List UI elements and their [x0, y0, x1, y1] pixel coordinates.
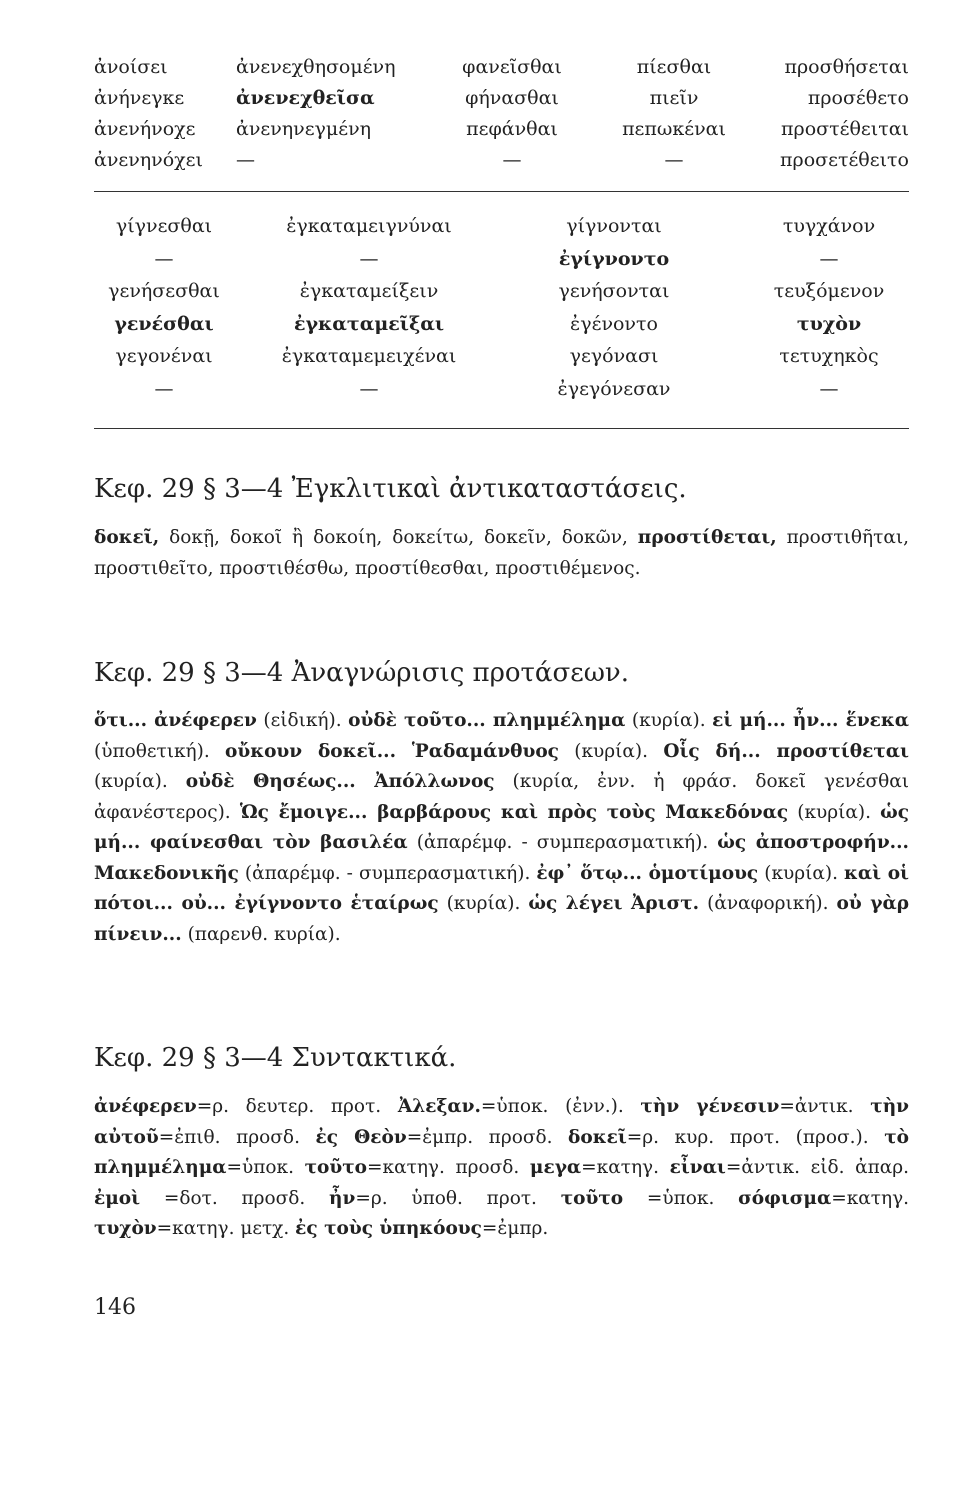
- bold-term: δοκεῖ: [568, 1126, 627, 1148]
- bold-term: οὔκουν δοκεῖ... Ῥαδαμάνθυος: [225, 740, 559, 762]
- bold-term: ἐς Θεὸν: [315, 1126, 407, 1148]
- principal-parts-table-2: [94, 210, 909, 405]
- bold-term: ἀνέφερεν: [94, 1096, 197, 1117]
- text-run: (εἰδική).: [256, 710, 349, 731]
- bold-term: ὡς μή... φαίνεσθαι τὸν βασιλέα: [94, 801, 909, 853]
- text-run: =ὑποκ. (ἐνν.).: [480, 1096, 641, 1117]
- paragraph-enclitic: [94, 523, 909, 584]
- text-run: =ρ. ὑποθ. προτ.: [355, 1187, 561, 1209]
- table-row: [94, 308, 909, 341]
- table-cell: ἀνήνεγκε: [94, 87, 185, 109]
- table-cell: ἀνενεχθεῖσα: [236, 87, 375, 109]
- table-cell: —: [154, 247, 174, 270]
- text-run: =κατηγ.: [581, 1157, 670, 1178]
- text-run: =κατηγ.: [831, 1187, 910, 1209]
- text-run: =κατηγ. προσδ.: [367, 1157, 530, 1178]
- table-cell: ἐγίγνοντο: [558, 247, 670, 270]
- bold-term: μεγα: [529, 1157, 582, 1178]
- table-cell: ἐγεγόνεσαν: [557, 377, 671, 400]
- bold-term: δοκεῖ,: [94, 527, 160, 548]
- table-cell: —: [154, 377, 174, 400]
- bold-term: τοῦτο: [304, 1157, 368, 1178]
- table-cell: γενέσθαι: [114, 312, 214, 335]
- text-run: =ρ. δευτερ. προτ.: [196, 1096, 398, 1117]
- text-run: (ἀπαρέμφ. - συμπερασματική).: [238, 862, 537, 884]
- table-cell: —: [236, 149, 255, 171]
- table-cell: φανεῖσθαι: [462, 56, 562, 78]
- section-heading-clauses: Κεφ. 29 § 3—4 Ἀναγνώρισις προτάσεων.: [94, 658, 629, 688]
- table-row: [94, 243, 909, 276]
- table-row: [94, 83, 909, 114]
- section-heading-syntax: Κεφ. 29 § 3—4 Συντακτικά.: [94, 1043, 457, 1073]
- text-run: (κυρία).: [438, 893, 529, 914]
- text-run: =ἐμπρ. προσδ.: [406, 1126, 569, 1148]
- table-cell: —: [819, 377, 839, 400]
- table-cell: γίγνεσθαι: [115, 215, 213, 237]
- bold-term: ὡς λέγει Ἀριστ.: [528, 893, 700, 914]
- table-cell: πιεῖν: [649, 87, 699, 109]
- bold-term: ἐφ᾽ ὅτῳ... ὁμοτίμους: [536, 862, 759, 884]
- paragraph-clauses: [94, 706, 909, 950]
- bold-term: οὐ γὰρ πίνειν...: [94, 893, 909, 945]
- table-cell: ἐγκαταμειγνύναι: [286, 215, 452, 237]
- section-heading-enclitic: Κεφ. 29 § 3—4 Ἐγκλιτικαὶ ἀντικαταστάσεις.: [94, 474, 687, 504]
- table-cell: —: [359, 377, 379, 400]
- table-rule: [94, 428, 909, 429]
- paragraph-syntax: [94, 1092, 909, 1245]
- table-cell: ἐγκαταμείξειν: [299, 280, 439, 302]
- text-run: (κυρία).: [758, 862, 845, 884]
- text-run: (ἀπαρέμφ. - συμπερασματική).: [407, 832, 718, 853]
- text-run: (παρενθ. κυρία).: [181, 923, 341, 945]
- bold-term: τοῦτο: [560, 1187, 624, 1209]
- bold-term: προστίθεται,: [637, 527, 777, 548]
- table-cell: ἀνενηνόχει: [94, 149, 203, 171]
- table-cell: τετυχηκὸς: [779, 345, 879, 367]
- text-run: =ἐμπρ.: [481, 1218, 549, 1239]
- bold-term: ἐς τοὺς ὑπηκόους: [295, 1218, 482, 1239]
- table-cell: τυγχάνον: [782, 215, 876, 237]
- table-cell: γενήσεσθαι: [108, 280, 220, 302]
- table-cell: ἀνενήνοχε: [94, 118, 196, 140]
- bold-term: εἶναι: [669, 1157, 726, 1178]
- principal-parts-table-1: [94, 52, 909, 176]
- table-row: [94, 340, 909, 373]
- table-row: [94, 145, 909, 176]
- text-run: =κατηγ. μετχ.: [156, 1218, 296, 1239]
- bold-term: Ἀλεξαν.: [397, 1096, 481, 1117]
- bold-term: ὡς ἀποστροφήν... Μακεδονικῆς: [94, 832, 909, 884]
- text-run: (κυρία).: [788, 801, 881, 823]
- table-cell: γίγνονται: [566, 215, 662, 237]
- table-cell: —: [359, 247, 379, 270]
- table-rule: [94, 191, 909, 192]
- bold-term: τὴν γένεσιν: [640, 1096, 780, 1117]
- table-cell: ἐγένοντο: [570, 312, 658, 335]
- table-cell: πεπωκέναι: [622, 118, 726, 140]
- text-run: (κυρία).: [625, 710, 713, 731]
- table-cell: τευξόμενον: [773, 280, 885, 302]
- table-cell: ἀνοίσει: [94, 56, 168, 78]
- table-cell: τυχὸν: [796, 312, 862, 335]
- bold-term: Ὡς ἔμοιγε... βαρβάρους καὶ πρὸς τοὺς Μακεδόνας: [239, 801, 789, 823]
- table-cell: γεγονέναι: [115, 345, 213, 367]
- table-cell: ἐγκαταμεμειχέναι: [281, 345, 457, 367]
- bold-term: τὴν αὐτοῦ: [94, 1096, 909, 1148]
- text-run: (ἀναφορική).: [699, 893, 837, 914]
- table-cell: γενήσονται: [558, 280, 670, 302]
- text-run: =ἀντικ. εἰδ. ἀπαρ.: [725, 1157, 909, 1178]
- text-run: =ὑποκ.: [226, 1157, 305, 1178]
- bold-term: καὶ οἱ πότοι... οὐ... ἐγίγνοντο ἑταίρως: [94, 862, 909, 914]
- table-cell: —: [664, 149, 684, 171]
- table-cell: προστέθειται: [781, 118, 909, 140]
- bold-term: οὐδὲ τοῦτο... πλημμέλημα: [348, 710, 626, 731]
- text-run: προστιθῆται, προστιθεῖτο, προστιθέσθω, προστίθεσθαι, προστιθέμενος.: [94, 527, 909, 579]
- text-run: =δοτ. προσδ.: [140, 1187, 330, 1209]
- table-cell: ἀνενηνεγμένη: [236, 118, 372, 140]
- bold-term: ὅτι... ἀνέφερεν: [94, 710, 257, 731]
- table-row: [94, 114, 909, 145]
- bold-term: εἰ μή... ἦν... ἕνεκα: [712, 710, 910, 731]
- bold-term: τὸ πλημμέλημα: [94, 1126, 909, 1178]
- table-cell: —: [819, 247, 839, 270]
- text-run: (κυρία).: [94, 771, 186, 792]
- bold-term: ἦν: [329, 1187, 356, 1209]
- table-row: [94, 210, 909, 243]
- table-row: [94, 275, 909, 308]
- table-cell: γεγόνασι: [569, 345, 659, 367]
- bold-term: οὐδὲ Θησέως... Ἀπόλλωνος: [185, 771, 495, 792]
- bold-term: Οἷς δή... προστίθεται: [663, 740, 909, 762]
- bold-term: τυχὸν: [94, 1218, 157, 1239]
- bold-term: ἐμοὶ: [94, 1187, 141, 1209]
- bold-term: σόφισμα: [738, 1187, 832, 1209]
- text-run: =ἐπιθ. προσδ.: [158, 1126, 316, 1148]
- text-run: (κυρία, ἐνν. ἡ φράσ. δοκεῖ γενέσθαι ἀφανέστερος).: [94, 771, 909, 823]
- text-run: (ὑποθετική).: [94, 740, 226, 762]
- table-cell: ἐγκαταμεῖξαι: [293, 312, 445, 335]
- text-run: (κυρία).: [558, 740, 664, 762]
- table-cell: προσθήσεται: [784, 56, 909, 78]
- table-cell: προσέθετο: [807, 87, 909, 109]
- table-cell: φήνασθαι: [465, 87, 559, 109]
- text-run: =ρ. κυρ. προτ. (προσ.).: [626, 1126, 885, 1148]
- table-cell: πεφάνθαι: [466, 118, 558, 140]
- table-cell: ἀνενεχθησομένη: [236, 56, 396, 78]
- table-cell: πίεσθαι: [636, 56, 712, 78]
- text-run: =ἀντικ.: [779, 1096, 871, 1117]
- table-row: [94, 52, 909, 83]
- text-run: δοκῇ, δοκοῖ ἢ δοκοίη, δοκείτω, δοκεῖν, δοκῶν,: [159, 527, 638, 548]
- table-row: [94, 373, 909, 406]
- page-number: 146: [94, 1295, 136, 1320]
- table-cell: προσετέθειτο: [780, 149, 909, 171]
- text-run: =ὑποκ.: [623, 1187, 739, 1209]
- table-cell: —: [502, 149, 522, 171]
